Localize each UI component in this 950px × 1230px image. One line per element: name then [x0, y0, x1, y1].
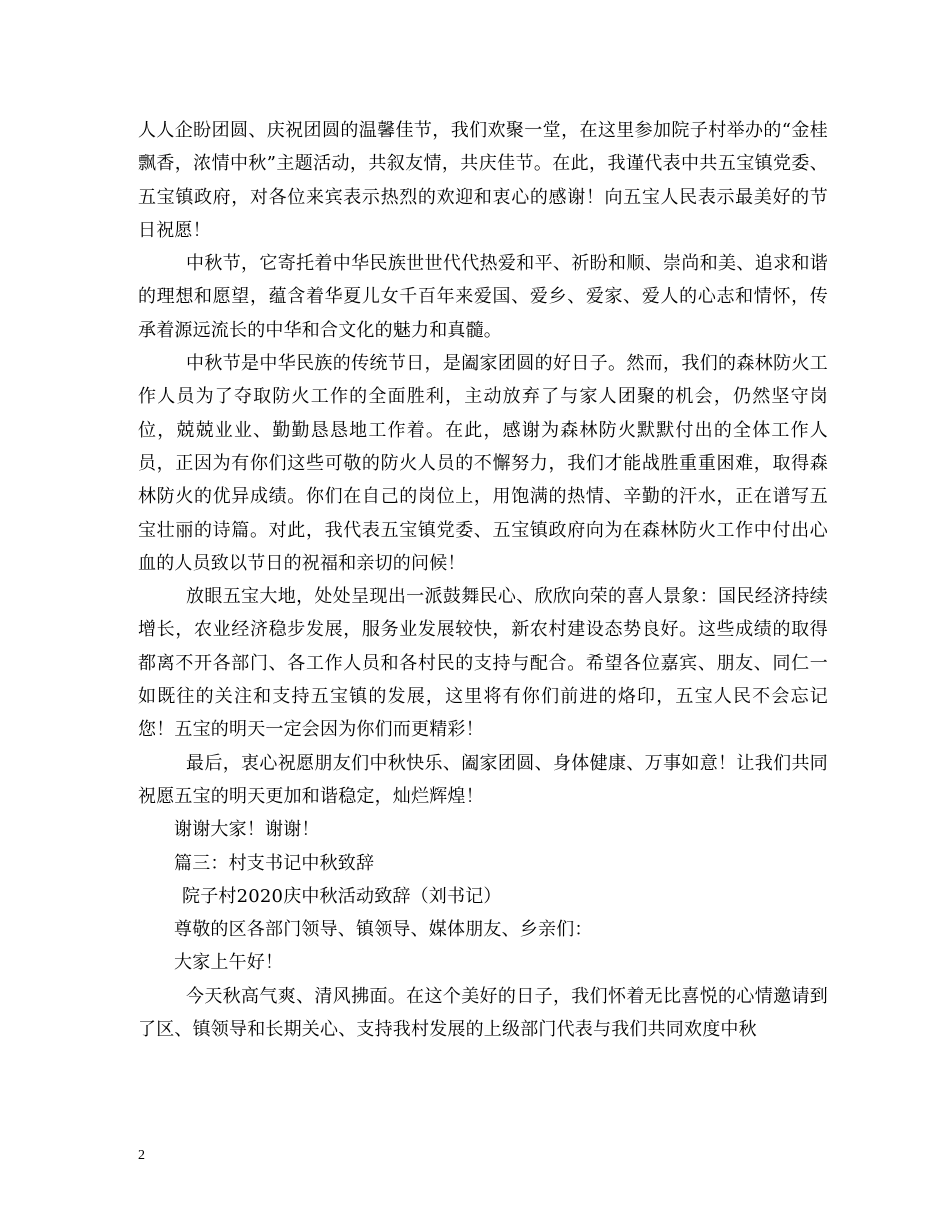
- paragraph-wubao-development: 放眼五宝大地，处处呈现出一派鼓舞民心、欣欣向荣的喜人景象：国民经济持续增长，农业经济稳步发展，服务业发展较快，新农村建设态势良好。这些成绩的取得都离不开各部门、各工作人员和各村民的支持与配合。希望各位嘉宾、朋友、同仁一如既往的关注和支持五宝镇的发展，这里将有你们前进的烙印，五宝人民不会忘记您！五宝的明天一定会因为你们而更精彩！: [138, 586, 828, 741]
- document-body: [138, 114, 828, 1046]
- page-number: 2: [138, 1148, 145, 1163]
- salutation: 尊敬的区各部门领导、镇领导、媒体朋友、乡亲们：: [174, 919, 593, 941]
- section-heading: 篇三：村支书记中秋致辞: [174, 852, 375, 874]
- paragraph-forest-fire-staff: 中秋节是中华民族的传统节日，是阖家团圆的好日子。然而，我们的森林防火工作人员为了夺取防火工作的全面胜利，主动放弃了与家人团聚的机会，仍然坚守岗位，兢兢业业、勤勤恳恳地工作着。在此，感谢为森林防火默默付出的全体工作人员，正因为有你们这些可敬的防火人员的不懈努力，我们才能战胜重重困难，取得森林防火的优异成绩。你们在自己的岗位上，用饱满的热情、辛勤的汗水，正在谱写五宝壮丽的诗篇。对此，我代表五宝镇党委、五宝镇政府向为在森林防火工作中付出心血的人员致以节日的祝福和亲切的问候！: [138, 353, 828, 574]
- speech-title: 院子村2020庆中秋活动致辞（刘书记）: [182, 885, 502, 907]
- paragraph-opening: 人人企盼团圆、庆祝团圆的温馨佳节，我们欢聚一堂，在这里参加院子村举办的“金桂飘香，浓情中秋”主题活动，共叙友情，共庆佳节。在此，我谨代表中共五宝镇党委、五宝镇政府，对各位来宾表示热烈的欢迎和衷心的感谢！向五宝人民表示最美好的节日祝愿！: [138, 120, 828, 241]
- paragraph-thanks: 谢谢大家！谢谢！: [174, 819, 320, 841]
- paragraph-closing-wishes: 最后，衷心祝愿朋友们中秋快乐、阖家团圆、身体健康、万事如意！让我们共同祝愿五宝的明天更加和谐稳定，灿烂辉煌！: [138, 752, 828, 807]
- greeting: 大家上午好！: [174, 952, 284, 974]
- paragraph-mid-autumn-meaning: 中秋节，它寄托着中华民族世世代代热爱和平、祈盼和顺、崇尚和美、追求和谐的理想和愿望，蕴含着华夏儿女千百年来爱国、爱乡、爱家、爱人的心志和情怀，传承着源远流长的中华和合文化的魅力和真髓。: [138, 253, 828, 341]
- paragraph-speech-opening: 今天秋高气爽、清风拂面。在这个美好的日子，我们怀着无比喜悦的心情邀请到了区、镇领导和长期关心、支持我村发展的上级部门代表与我们共同欢度中秋: [138, 985, 828, 1041]
